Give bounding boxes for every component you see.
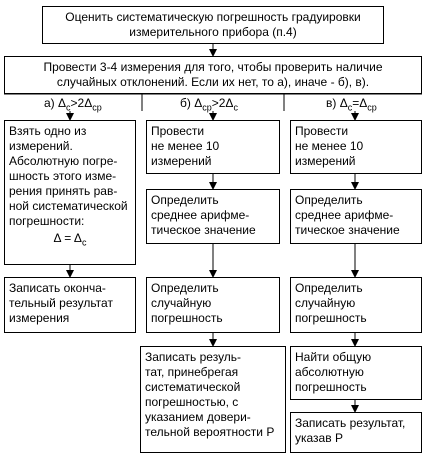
- box-c-find-mean: Определить среднее арифме- тическое значение: [290, 189, 422, 244]
- box-b-find-mean: Определить среднее арифме- тическое значение: [146, 189, 280, 244]
- box-evaluate-systematic-error: [42, 6, 384, 44]
- branch-b-prefix: б) Δ: [180, 96, 203, 110]
- branch-label-a: [44, 96, 102, 114]
- formula-sub: c: [81, 237, 87, 248]
- branch-label-c: [326, 96, 377, 114]
- box-b-conduct-10: Провести не менее 10 измерений: [146, 120, 280, 174]
- top-box-line1: Оценить систематическую погрешность градуировки: [65, 10, 361, 24]
- box-b-record-ignoring-systematic: Записать резуль- тат, принебрегая систематической погрешностью, с указанием довери- тельной вероятности Р: [140, 346, 286, 453]
- box-c-conduct-10: Провести не менее 10 измерений: [290, 120, 422, 174]
- box-c-total-error: Найти общую абсолютную погрешность: [290, 346, 422, 400]
- branch-b-op: >2Δ: [211, 96, 234, 110]
- branch-a-op: >2Δ: [70, 96, 93, 110]
- branch-a-sub1: c: [66, 102, 71, 113]
- box-b-random-error: Определить случайную погрешность: [146, 277, 280, 333]
- box-a1-text: Взять одно из измерений. Абсолютную погре- шность этого изме- рения принять рав- ной систематической погрешности:: [9, 124, 128, 228]
- branch-c-prefix: в) Δ: [326, 96, 348, 110]
- branch-b-sub1: ср: [202, 102, 212, 113]
- branch-b-sub2: c: [233, 102, 238, 113]
- branch-c-sub1: c: [347, 102, 353, 113]
- second-box-line1: Провести 3-4 измерения для того, чтобы проверить наличие: [43, 60, 383, 74]
- box-initial-measurements: [4, 56, 422, 94]
- branch-label-b: [180, 96, 238, 114]
- branch-a-sub2: ср: [92, 102, 102, 113]
- second-box-line2: случайных отклонений. Если их нет, то а), иначе - б), в).: [56, 75, 370, 89]
- branch-c-op: =Δ: [352, 96, 368, 110]
- branch-c-sub2: ср: [367, 102, 377, 113]
- box-a-take-one-measurement: [4, 120, 136, 265]
- formula-lhs: Δ = Δ: [53, 231, 82, 245]
- formula-delta-equals-delta-c: [9, 231, 131, 250]
- branch-a-prefix: а) Δ: [44, 96, 67, 110]
- box-a-record-result: Записать оконча- тельный результат измерения: [4, 277, 136, 333]
- box-c-record-with-p: Записать результат, указав Р: [290, 412, 422, 453]
- box-c-random-error: Определить случайную погрешность: [290, 277, 422, 333]
- top-box-line2: измерительного прибора (п.4): [129, 25, 297, 39]
